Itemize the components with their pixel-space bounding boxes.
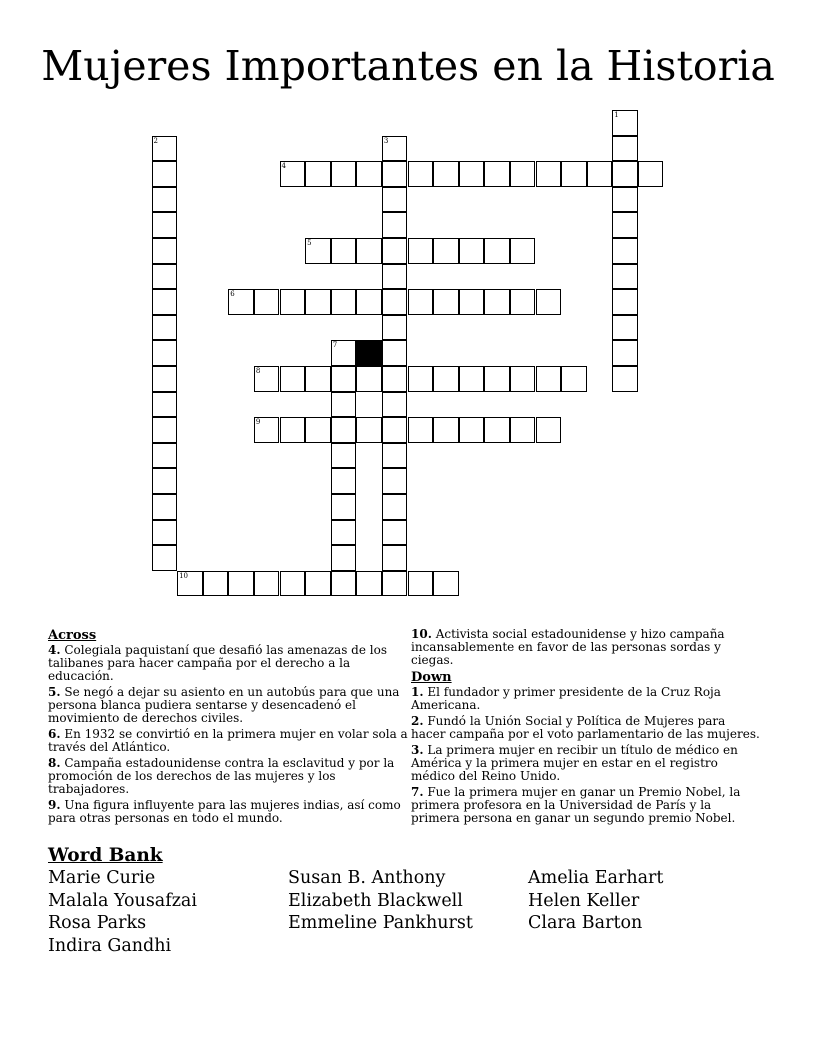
clue-text: Fundó la Unión Social y Política de Mujeres para hacer campaña por el voto parlamentario de las mujeres.	[411, 714, 760, 741]
crossword-cell[interactable]	[356, 238, 382, 264]
crossword-cell[interactable]	[356, 417, 382, 443]
clues-left-column	[48, 628, 408, 828]
crossword-cell[interactable]	[382, 136, 408, 162]
crossword-cell[interactable]	[331, 366, 357, 392]
crossword-cell[interactable]	[254, 571, 280, 597]
crossword-cell[interactable]	[408, 417, 434, 443]
crossword-cell[interactable]	[612, 187, 638, 213]
clue-number-label: 6.	[48, 727, 61, 741]
clue-number: 1	[614, 111, 619, 119]
crossword-cell[interactable]	[356, 161, 382, 187]
crossword-cell[interactable]	[408, 366, 434, 392]
crossword-cell[interactable]	[459, 161, 485, 187]
word-bank-item: Clara Barton	[528, 913, 643, 934]
crossword-cell[interactable]	[305, 366, 331, 392]
clue-text: Fue la primera mujer en ganar un Premio Nobel, la primera profesora en la Universidad de París y la primera persona en ganar un segundo premio Nobel.	[411, 785, 741, 825]
across-clue-list	[48, 644, 408, 825]
crossword-cell[interactable]	[305, 289, 331, 315]
clue-number: 2	[153, 136, 158, 145]
page-title: Mujeres Importantes en la Historia	[41, 42, 775, 90]
crossword-cell[interactable]	[510, 289, 536, 315]
word-bank-item: Malala Yousafzai	[48, 890, 197, 911]
crossword-cell[interactable]	[203, 571, 229, 597]
crossword-cell[interactable]	[612, 212, 638, 238]
crossword-cell[interactable]	[382, 571, 408, 597]
clue-item	[411, 715, 763, 741]
crossword-cell[interactable]	[152, 212, 178, 238]
crossword-cell[interactable]	[331, 468, 357, 494]
clue-text: Se negó a dejar su asiento en un autobús para que una persona blanca pudiera sentarse y desencadenó el movimiento de derechos civiles.	[48, 685, 400, 725]
crossword-cell[interactable]	[612, 238, 638, 264]
crossword-cell[interactable]	[510, 366, 536, 392]
crossword-cell[interactable]	[356, 289, 382, 315]
crossword-cell[interactable]	[382, 212, 408, 238]
clue-number: 9	[255, 418, 261, 427]
crossword-cell[interactable]	[305, 161, 331, 187]
crossword-cell[interactable]	[254, 366, 280, 392]
clue-number: 7	[332, 341, 338, 350]
crossword-cell[interactable]	[587, 161, 613, 187]
crossword-cell[interactable]	[331, 289, 357, 315]
crossword-cell[interactable]	[612, 315, 638, 341]
down-heading: Down	[411, 670, 452, 685]
down-clue-list	[411, 686, 763, 825]
crossword-cell[interactable]	[510, 238, 536, 264]
clue-number-label: 4.	[48, 643, 61, 657]
crossword-cell[interactable]	[356, 571, 382, 597]
crossword-cell[interactable]	[382, 520, 408, 546]
crossword-cell[interactable]	[152, 468, 178, 494]
clue-item	[48, 799, 408, 825]
crossword-cell[interactable]	[305, 238, 331, 264]
word-bank-item: Helen Keller	[528, 890, 640, 911]
crossword-cell[interactable]	[331, 494, 357, 520]
crossword-cell[interactable]	[152, 545, 178, 571]
crossword-cell[interactable]	[561, 161, 587, 187]
clue-item	[411, 786, 763, 825]
crossword-cell[interactable]	[612, 136, 638, 162]
crossword-cell[interactable]	[612, 264, 638, 290]
crossword-cell[interactable]	[638, 161, 664, 187]
crossword-cell[interactable]	[433, 571, 459, 597]
crossword-cell[interactable]	[228, 571, 254, 597]
across-clue-list-continued	[411, 628, 763, 667]
word-bank-item: Emmeline Pankhurst	[288, 913, 473, 934]
crossword-cell[interactable]	[331, 161, 357, 187]
crossword-cell[interactable]	[433, 417, 459, 443]
crossword-cell[interactable]	[459, 289, 485, 315]
crossword-cell[interactable]	[228, 289, 254, 315]
clue-text: Campaña estadounidense contra la esclavitud y por la promoción de los derechos de las mujeres y los trabajadores.	[48, 756, 395, 796]
word-bank-item: Rosa Parks	[48, 913, 147, 934]
crossword-cell[interactable]	[331, 417, 357, 443]
crossword-cell[interactable]	[459, 238, 485, 264]
crossword-cell[interactable]	[612, 289, 638, 315]
crossword-cell[interactable]	[382, 417, 408, 443]
crossword-cell[interactable]	[280, 571, 306, 597]
crossword-cell[interactable]	[331, 443, 357, 469]
crossword-cell[interactable]	[254, 289, 280, 315]
crossword-cell[interactable]	[536, 366, 562, 392]
clues-right-column	[411, 628, 763, 828]
crossword-cell[interactable]	[382, 468, 408, 494]
crossword-cell[interactable]	[408, 161, 434, 187]
clue-number: 5	[307, 239, 312, 247]
black-cell	[356, 340, 382, 366]
clue-text: Una figura influyente para las mujeres indias, así como para otras personas en todo el mundo.	[48, 798, 401, 825]
crossword-cell[interactable]	[152, 187, 178, 213]
clue-number-label: 8.	[48, 756, 61, 770]
crossword-cell[interactable]	[331, 545, 357, 571]
crossword-cell[interactable]	[152, 443, 178, 469]
clue-number-label: 10.	[411, 627, 432, 641]
clue-number-label: 1.	[411, 685, 424, 699]
crossword-cell[interactable]	[331, 340, 357, 366]
clue-number: 4	[281, 162, 286, 171]
crossword-cell[interactable]	[331, 392, 357, 418]
crossword-cell[interactable]	[152, 289, 178, 315]
crossword-cell[interactable]	[152, 238, 178, 264]
clue-text: La primera mujer en recibir un título de médico en América y la primera mujer en estar en el registro médico del Reino Unido.	[411, 743, 738, 783]
clue-text: En 1932 se convirtió en la primera mujer en volar sola a través del Atlántico.	[48, 727, 408, 754]
crossword-cell[interactable]	[612, 340, 638, 366]
crossword-cell[interactable]	[382, 443, 408, 469]
crossword-cell[interactable]	[484, 366, 510, 392]
crossword-cell[interactable]	[612, 110, 638, 136]
crossword-cell[interactable]	[382, 264, 408, 290]
crossword-cell[interactable]	[152, 315, 178, 341]
crossword-cell[interactable]	[331, 571, 357, 597]
crossword-cell[interactable]	[305, 571, 331, 597]
word-bank-item: Susan B. Anthony	[288, 868, 446, 888]
crossword-cell[interactable]	[408, 571, 434, 597]
crossword-cell[interactable]	[382, 315, 408, 341]
clue-number-label: 7.	[411, 785, 424, 799]
crossword-cell[interactable]	[382, 545, 408, 571]
crossword-cell[interactable]	[408, 238, 434, 264]
crossword-cell[interactable]	[382, 366, 408, 392]
crossword-cell[interactable]	[254, 417, 280, 443]
clue-number: 6	[230, 290, 235, 299]
crossword-cell[interactable]	[382, 340, 408, 366]
clue-item	[48, 644, 408, 683]
crossword-cell[interactable]	[382, 392, 408, 418]
crossword-cell[interactable]	[280, 289, 306, 315]
word-bank-item: Indira Gandhi	[48, 936, 172, 957]
crossword-cell[interactable]	[408, 289, 434, 315]
word-bank-item: Amelia Earhart	[528, 868, 664, 888]
word-bank-item: Elizabeth Blackwell	[288, 890, 463, 911]
clue-number-label: 9.	[48, 798, 61, 812]
crossword-cell[interactable]	[152, 417, 178, 443]
clue-item	[411, 744, 763, 783]
crossword-cell[interactable]	[382, 289, 408, 315]
clue-number: 8	[255, 367, 261, 375]
crossword-cell[interactable]	[280, 417, 306, 443]
crossword-cell[interactable]	[152, 264, 178, 290]
crossword-cell[interactable]	[536, 161, 562, 187]
clue-number-label: 3.	[411, 743, 424, 757]
crossword-cell[interactable]	[382, 238, 408, 264]
crossword-cell[interactable]	[356, 366, 382, 392]
crossword-cell[interactable]	[459, 366, 485, 392]
crossword-cell[interactable]	[382, 494, 408, 520]
word-bank-item: Marie Curie	[48, 868, 156, 888]
crossword-cell[interactable]	[152, 161, 178, 187]
crossword-cell[interactable]	[510, 161, 536, 187]
crossword-cell[interactable]	[612, 366, 638, 392]
crossword-cell[interactable]	[152, 136, 178, 162]
crossword-cell[interactable]	[177, 571, 203, 597]
clue-number-label: 2.	[411, 714, 424, 728]
clue-number-label: 5.	[48, 685, 61, 699]
crossword-cell[interactable]	[484, 289, 510, 315]
crossword-cell[interactable]	[561, 366, 587, 392]
crossword-cell[interactable]	[484, 238, 510, 264]
crossword-cell[interactable]	[536, 289, 562, 315]
crossword-cell[interactable]	[459, 417, 485, 443]
crossword-cell[interactable]	[152, 494, 178, 520]
crossword-cell[interactable]	[152, 392, 178, 418]
clue-item	[411, 628, 763, 667]
crossword-cell[interactable]	[152, 366, 178, 392]
crossword-cell[interactable]	[280, 366, 306, 392]
crossword-cell[interactable]	[280, 161, 306, 187]
crossword-cell[interactable]	[612, 161, 638, 187]
across-heading: Across	[48, 628, 97, 643]
crossword-cell[interactable]	[331, 520, 357, 546]
clue-number: 3	[383, 136, 389, 145]
crossword-cell[interactable]	[484, 161, 510, 187]
clue-item	[411, 686, 763, 712]
crossword-cell[interactable]	[433, 366, 459, 392]
word-bank-title: Word Bank	[48, 845, 163, 866]
clue-item	[48, 728, 408, 754]
crossword-cell[interactable]	[382, 187, 408, 213]
crossword-cell[interactable]	[331, 238, 357, 264]
clue-number: 10	[179, 571, 189, 580]
crossword-cell[interactable]	[305, 417, 331, 443]
crossword-cell[interactable]	[382, 161, 408, 187]
crossword-cell[interactable]	[433, 238, 459, 264]
crossword-cell[interactable]	[510, 417, 536, 443]
crossword-cell[interactable]	[152, 520, 178, 546]
clue-text: Activista social estadounidense y hizo campaña incansablemente en favor de las personas sordas y ciegas.	[411, 627, 725, 667]
crossword-cell[interactable]	[484, 417, 510, 443]
crossword-cell[interactable]	[152, 340, 178, 366]
crossword-cell[interactable]	[433, 289, 459, 315]
clue-text: Colegiala paquistaní que desafió las amenazas de los talibanes para hacer campaña por el derecho a la educación.	[48, 643, 387, 683]
clue-item	[48, 686, 408, 725]
crossword-cell[interactable]	[536, 417, 562, 443]
clue-text: El fundador y primer presidente de la Cruz Roja Americana.	[411, 685, 721, 712]
clue-item	[48, 757, 408, 796]
crossword-cell[interactable]	[433, 161, 459, 187]
